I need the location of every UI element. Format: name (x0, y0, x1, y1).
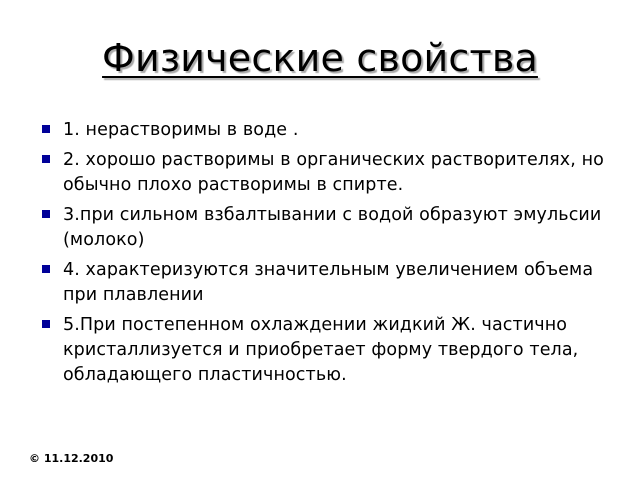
bullet-text-1: 1. нерастворимы в воде . (63, 120, 299, 140)
square-bullet-icon (42, 125, 50, 133)
bullet-item-1 (42, 118, 612, 143)
square-bullet-icon (42, 210, 50, 218)
bullet-text-4: 4. характеризуются значительным увеличением объема при плавлении (63, 260, 594, 305)
footer-copyright-date: © 11.12.2010 (29, 452, 114, 465)
bullet-text-5: 5.При постепенном охлаждении жидкий Ж. частично кристаллизуется и приобретает форму твердого тела, обладающего пластичностью. (63, 315, 579, 385)
square-bullet-icon (42, 320, 50, 328)
bullet-item-5 (42, 313, 612, 388)
bullet-item-4 (42, 258, 612, 308)
bullet-item-2 (42, 148, 612, 198)
bullet-text-3: 3.при сильном взбалтывании с водой образуют эмульсии (молоко) (63, 205, 602, 250)
bullet-item-3 (42, 203, 612, 253)
square-bullet-icon (42, 155, 50, 163)
bullet-list (42, 118, 612, 393)
bullet-text-2: 2. хорошо растворимы в органических растворителях, но обычно плохо растворимы в спирте. (63, 150, 604, 195)
slide-title: Физические свойства (102, 36, 538, 80)
square-bullet-icon (42, 265, 50, 273)
